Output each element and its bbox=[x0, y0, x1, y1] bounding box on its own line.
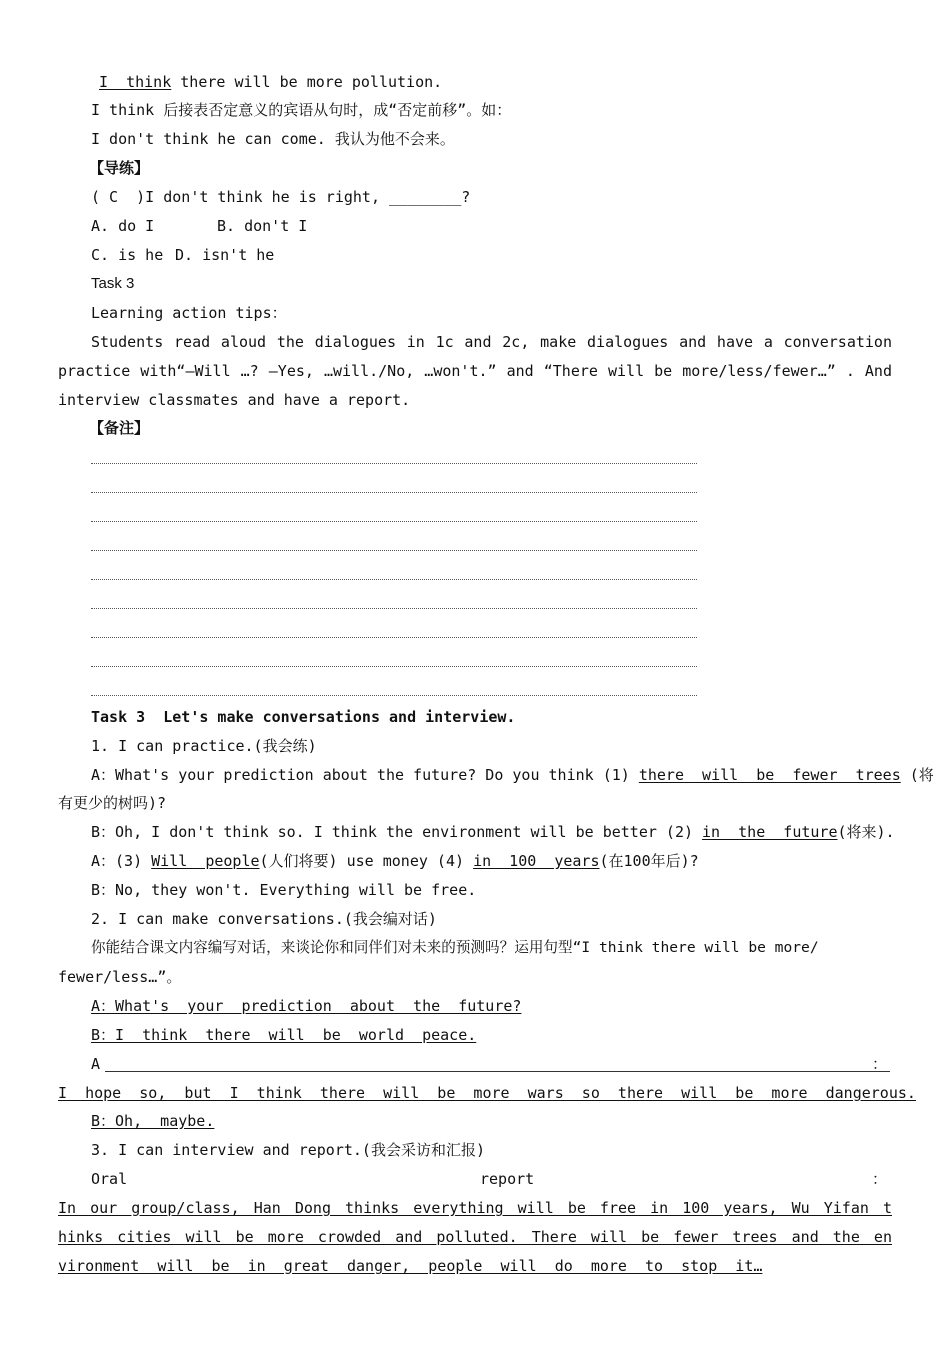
dialogue-text: A：(3) bbox=[91, 852, 152, 870]
answer-1: there will be fewer trees bbox=[638, 766, 901, 784]
option-c: C. is he bbox=[91, 246, 164, 264]
answer-3: Will people bbox=[151, 852, 260, 870]
section2-instructions: 你能结合课文内容编写对话，来谈论你和同伴们对未来的预测吗？运用句型“I think there will be more/ bbox=[91, 939, 819, 956]
tips-paragraph-line1: Students read aloud the dialogues in 1c and 2c, make dialogues and have a conversation bbox=[91, 333, 892, 351]
task-heading: Task 3 bbox=[91, 275, 135, 292]
note-line bbox=[91, 637, 697, 638]
answer-2: in the future bbox=[702, 823, 838, 841]
report-label: report bbox=[480, 1170, 535, 1188]
dialogue-text: (在100年后)? bbox=[599, 852, 699, 870]
dialogue-text: B：Oh, I don't think so. I think the environment will be better (2) bbox=[91, 823, 703, 841]
note-line bbox=[91, 463, 697, 464]
sentence-text: there will be more pollution. bbox=[171, 73, 443, 91]
section3-title: 3. I can interview and report.(我会采访和汇报) bbox=[91, 1141, 485, 1159]
grammar-example: I don't think he can come. 我认为他不会来。 bbox=[91, 130, 455, 148]
dialogue-text: (将 bbox=[900, 766, 934, 784]
sentence-example bbox=[99, 73, 442, 91]
tips-paragraph-line3: interview classmates and have a report. bbox=[58, 391, 411, 409]
colon: ： bbox=[872, 1055, 888, 1073]
note-line bbox=[91, 492, 697, 493]
question-bracket: ( bbox=[91, 188, 101, 206]
dialogue-text: (人们将要) use money (4) bbox=[259, 852, 474, 870]
note-line bbox=[91, 695, 697, 696]
option-a: A. do I bbox=[91, 217, 155, 235]
notes-heading: 【备注】 bbox=[89, 419, 150, 437]
practice-heading: 【导练】 bbox=[89, 159, 150, 177]
report-line2: hinks cities will be more crowded and polluted. There will be fewer trees and the en bbox=[58, 1228, 892, 1246]
model-dialogue-b1: B：I think there will be world peace. bbox=[91, 1026, 477, 1044]
dialogue-b2: B：No, they won't. Everything will be free. bbox=[91, 881, 477, 899]
dialogue-a2 bbox=[91, 852, 699, 870]
report-line1: In our group/class, Han Dong thinks everything will be free in 100 years, Wu Yifan t bbox=[58, 1199, 892, 1217]
note-line bbox=[91, 521, 697, 522]
question-line bbox=[91, 188, 470, 206]
underlined-answer: I think bbox=[99, 73, 172, 91]
question-text: )I don't think he is right, ________? bbox=[127, 188, 471, 206]
dialogue-a1-cont: 有更少的树吗)? bbox=[58, 794, 167, 812]
note-line bbox=[91, 550, 697, 551]
option-d: D. isn't he bbox=[175, 246, 275, 264]
grammar-note: I think 后接表否定意义的宾语从句时，成“否定前移”。如： bbox=[91, 101, 512, 119]
oral-label: Oral bbox=[91, 1170, 128, 1188]
dialogue-text: A：What's your prediction about the future? Do you think (1) bbox=[91, 766, 639, 784]
colon: ： bbox=[872, 1170, 888, 1188]
model-dialogue-a2-label: A bbox=[91, 1055, 101, 1073]
note-line bbox=[91, 579, 697, 580]
tips-label: Learning action tips： bbox=[91, 304, 287, 322]
option-b: B. don't I bbox=[217, 217, 308, 235]
section2-title: 2. I can make conversations.(我会编对话) bbox=[91, 910, 437, 928]
note-line bbox=[91, 666, 697, 667]
answer-4: in 100 years bbox=[473, 852, 600, 870]
note-line bbox=[91, 608, 697, 609]
section2-instructions-cont: fewer/less…”。 bbox=[58, 968, 182, 986]
report-line3: vironment will be in great danger, people will do more to stop it… bbox=[58, 1257, 763, 1275]
model-dialogue-a2: I hope so, but I think there will be more wars so there will be more dangerous. bbox=[58, 1084, 916, 1102]
question-answer: C bbox=[100, 188, 128, 206]
section1-title: 1. I can practice.(我会练) bbox=[91, 737, 317, 755]
answer-underline bbox=[105, 1071, 890, 1072]
tips-paragraph-line2: practice with“—Will …? —Yes, …will./No, …won't.” and “There will be more/less/fewer…” . And bbox=[58, 362, 892, 380]
model-dialogue-b2: B：Oh, maybe. bbox=[91, 1112, 215, 1130]
dialogue-a1 bbox=[91, 766, 934, 784]
dialogue-b1 bbox=[91, 823, 895, 841]
task3-heading: Task 3 Let's make conversations and interview. bbox=[91, 708, 516, 726]
dialogue-text: (将来). bbox=[837, 823, 895, 841]
model-dialogue-a1: A：What's your prediction about the future? bbox=[91, 997, 522, 1015]
